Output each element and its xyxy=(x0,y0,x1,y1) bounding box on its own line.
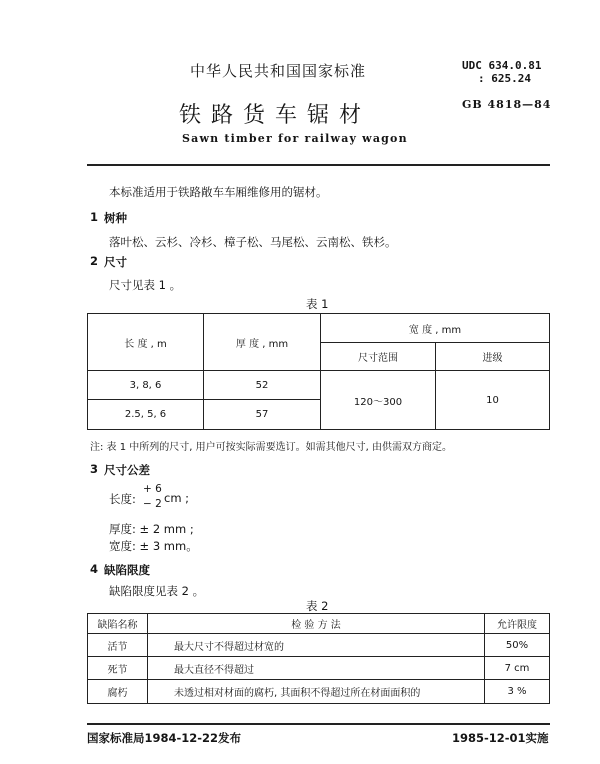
section-1-body: 落叶松、云杉、冷杉、樟子松、马尾松、云南松、铁杉。 xyxy=(109,235,397,249)
section-4-body: 缺陷限度见表 2 。 xyxy=(109,584,205,598)
gb-number: GB 4818—84 xyxy=(462,98,552,111)
length-tolerance-unit: cm ; xyxy=(164,491,190,505)
header-divider xyxy=(87,164,550,166)
table-1-cell-length: 2.5, 5, 6 xyxy=(88,400,204,430)
effective-date: 1985-12-01实施 xyxy=(452,731,549,745)
section-4-number: 4 xyxy=(90,562,99,576)
table-2 xyxy=(87,613,550,704)
table-2-cell-method: 最大尺寸不得超过材宽的 xyxy=(148,634,485,657)
table-1-header-thickness: 厚 度 , mm xyxy=(204,314,321,371)
table-2-cell-name: 腐朽 xyxy=(88,680,148,704)
table-1-caption: 表 1 xyxy=(306,297,329,311)
document-title-cn: 铁路货车锯材 xyxy=(179,103,372,128)
section-3-number: 3 xyxy=(90,462,99,476)
footer-divider xyxy=(87,723,550,725)
section-1-title: 树种 xyxy=(104,211,127,225)
table-2-cell-method: 最大直径不得超过 xyxy=(148,657,485,680)
length-tolerance-minus: − 2 xyxy=(143,498,162,510)
table-1-note: 注: 表 1 中所列的尺寸, 用户可按实际需要选订。如需其他尺寸, 由供需双方商定。 xyxy=(90,442,452,453)
table-row xyxy=(88,371,550,400)
table-1-header-step: 进级 xyxy=(436,343,550,371)
table-row xyxy=(88,657,550,680)
length-tolerance-label: 长度: xyxy=(109,492,136,506)
table-2-cell-name: 活节 xyxy=(88,634,148,657)
table-2-cell-method: 未透过相对材面的腐朽, 其面积不得超过所在材面面积的 xyxy=(148,680,485,704)
table-row xyxy=(88,680,550,704)
table-2-cell-limit: 3 % xyxy=(485,680,550,704)
table-1-header-width: 宽 度 , mm xyxy=(321,314,550,343)
document-title-en: Sawn timber for railway wagon xyxy=(182,132,408,145)
table-1-cell-thickness: 57 xyxy=(204,400,321,430)
section-4-title: 缺陷限度 xyxy=(104,563,150,577)
table-1-cell-thickness: 52 xyxy=(204,371,321,400)
table-2-header-method: 检 验 方 法 xyxy=(148,614,485,634)
table-2-cell-name: 死节 xyxy=(88,657,148,680)
intro-paragraph: 本标准适用于铁路敞车车厢维修用的锯材。 xyxy=(109,185,328,199)
section-2-title: 尺寸 xyxy=(104,255,127,269)
table-row xyxy=(88,634,550,657)
standard-org-heading: 中华人民共和国国家标准 xyxy=(190,62,367,80)
thickness-tolerance: 厚度: ± 2 mm ; xyxy=(109,522,194,536)
table-1 xyxy=(87,313,550,430)
table-2-cell-limit: 50% xyxy=(485,634,550,657)
table-1-cell-range: 120～300 xyxy=(321,371,436,430)
udc-code-line1: UDC 634.0.81 xyxy=(462,59,542,72)
table-2-header-limit: 允许限度 xyxy=(485,614,550,634)
table-2-cell-limit: 7 cm xyxy=(485,657,550,680)
section-2-number: 2 xyxy=(90,254,99,268)
table-1-cell-length: 3, 8, 6 xyxy=(88,371,204,400)
table-1-header-length: 长 度 , m xyxy=(88,314,204,371)
table-1-header-range: 尺寸范围 xyxy=(321,343,436,371)
table-2-caption: 表 2 xyxy=(306,599,329,613)
udc-code-line2: : 625.24 xyxy=(478,72,531,85)
table-2-header-name: 缺陷名称 xyxy=(88,614,148,634)
table-1-cell-step: 10 xyxy=(436,371,550,430)
issue-date: 国家标准局1984-12-22发布 xyxy=(87,731,242,745)
width-tolerance: 宽度: ± 3 mm。 xyxy=(109,539,198,553)
length-tolerance-plus: + 6 xyxy=(143,483,162,495)
section-2-body: 尺寸见表 1 。 xyxy=(109,278,182,292)
section-1-number: 1 xyxy=(90,210,99,224)
section-3-title: 尺寸公差 xyxy=(104,463,150,477)
